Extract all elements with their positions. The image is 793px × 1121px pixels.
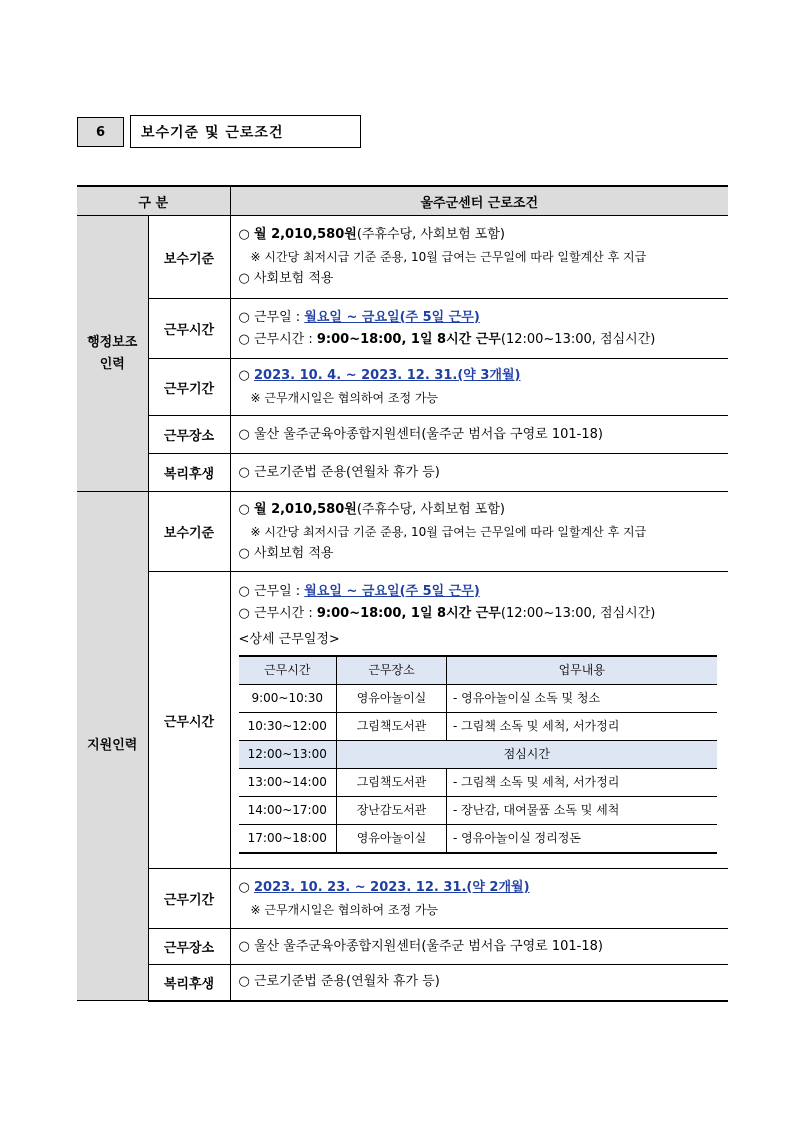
pay-content: ○ 월 2,010,580원(주휴수당, 사회보험 포함) ※ 시간당 최저시급 기준 준용, 10월 급여는 근무일에 따라 일할계산 후 지급 ○ 사회보험 적용 (230, 492, 728, 572)
schedule-row: 9:00~10:30 영유아놀이실 - 영유아놀이실 소독 및 청소 (239, 684, 717, 712)
section-title: 보수기준 및 근로조건 (130, 115, 361, 148)
label-pay: 보수기준 (148, 492, 230, 572)
label-hours: 근무시간 (148, 572, 230, 869)
schedule-header-time: 근무시간 (239, 656, 337, 685)
label-welfare: 복리후생 (148, 965, 230, 1001)
hours-content: ○ 근무일 : 월요일 ~ 금요일(주 5일 근무) ○ 근무시간 : 9:00~18:00, 1일 8시간 근무(12:00~13:00, 점심시간) <상세 근무일정> 근무시간 근무장소 업무내용 9:00~10:30 영유아놀이실 - 영유아놀이실 소독 및 청소 10:30~12:00 그림책도서관 - 그림책 소독 및 세척, 서가정리 12:00~13:00 점심시간 13:00~14:00 그림책도서관 - 그림책 소독 및 세척, 서가정리 14:00~17:00 장난감도서관 - 장난감, 대여물품 소독 및 세척 17:00~18:00 영유아놀이실 - 영유아놀이실 정리정돈 (230, 572, 728, 869)
header-conditions: 울주군센터 근로조건 (230, 186, 728, 216)
header-category: 구 분 (77, 186, 230, 216)
table-row (77, 965, 728, 1001)
welfare-content: ○ 근로기준법 준용(연월차 휴가 등) (230, 965, 728, 1001)
welfare-content: ○ 근로기준법 준용(연월차 휴가 등) (230, 454, 728, 492)
table-header-row (77, 186, 728, 216)
label-place: 근무장소 (148, 416, 230, 454)
table-row (77, 299, 728, 359)
schedule-header-place: 근무장소 (337, 656, 447, 685)
table-row (77, 492, 728, 572)
period-link: 2023. 10. 4. ~ 2023. 12. 31.(약 3개월) (253, 368, 521, 383)
label-period: 근무기간 (148, 359, 230, 416)
group-admin-label: 행정보조 인력 (77, 216, 148, 492)
table-row (77, 572, 728, 869)
schedule-row: 13:00~14:00 그림책도서관 - 그림책 소독 및 세척, 서가정리 (239, 768, 717, 796)
label-period: 근무기간 (148, 869, 230, 929)
schedule-header-row (239, 656, 717, 685)
workday-link: 월요일 ~ 금요일(주 5일 근무) (304, 583, 480, 599)
table-row (77, 869, 728, 929)
label-welfare: 복리후생 (148, 454, 230, 492)
section-number: 6 (77, 117, 124, 147)
schedule-row-lunch: 12:00~13:00 점심시간 (239, 740, 717, 768)
table-row (77, 454, 728, 492)
period-content: ○ 2023. 10. 23. ~ 2023. 12. 31.(약 2개월) ※ 근무개시일은 협의하여 조정 가능 (230, 869, 728, 929)
schedule-row: 10:30~12:00 그림책도서관 - 그림책 소독 및 세척, 서가정리 (239, 712, 717, 740)
label-place: 근무장소 (148, 929, 230, 965)
label-hours: 근무시간 (148, 299, 230, 359)
period-content: ○ 2023. 10. 4. ~ 2023. 12. 31.(약 3개월) ※ 근무개시일은 협의하여 조정 가능 (230, 359, 728, 416)
workday-link: 월요일 ~ 금요일(주 5일 근무) (304, 309, 480, 325)
place-content: ○ 울산 울주군육아종합지원센터(울주군 범서읍 구영로 101-18) (230, 416, 728, 454)
table-row (77, 359, 728, 416)
period-link: 2023. 10. 23. ~ 2023. 12. 31.(약 2개월) (253, 879, 530, 895)
schedule-title: <상세 근무일정> (238, 631, 340, 647)
label-pay: 보수기준 (148, 216, 230, 299)
schedule-row: 17:00~18:00 영유아놀이실 - 영유아놀이실 정리정돈 (239, 824, 717, 853)
table-row (77, 416, 728, 454)
place-content: ○ 울산 울주군육아종합지원센터(울주군 범서읍 구영로 101-18) (230, 929, 728, 965)
conditions-table (77, 185, 728, 1002)
schedule-row: 14:00~17:00 장난감도서관 - 장난감, 대여물품 소독 및 세척 (239, 796, 717, 824)
table-row (77, 929, 728, 965)
hours-content: ○ 근무일 : 월요일 ~ 금요일(주 5일 근무) ○ 근무시간 : 9:00~18:00, 1일 8시간 근무(12:00~13:00, 점심시간) (230, 299, 728, 359)
pay-content: ○ 월 2,010,580원(주휴수당, 사회보험 포함) ※ 시간당 최저시급 기준 준용, 10월 급여는 근무일에 따라 일할계산 후 지급 ○ 사회보험 적용 (230, 216, 728, 299)
schedule-header-task: 업무내용 (447, 656, 717, 685)
group-support-label: 지원인력 (77, 492, 148, 1001)
table-row (77, 216, 728, 299)
schedule-table (239, 655, 717, 854)
